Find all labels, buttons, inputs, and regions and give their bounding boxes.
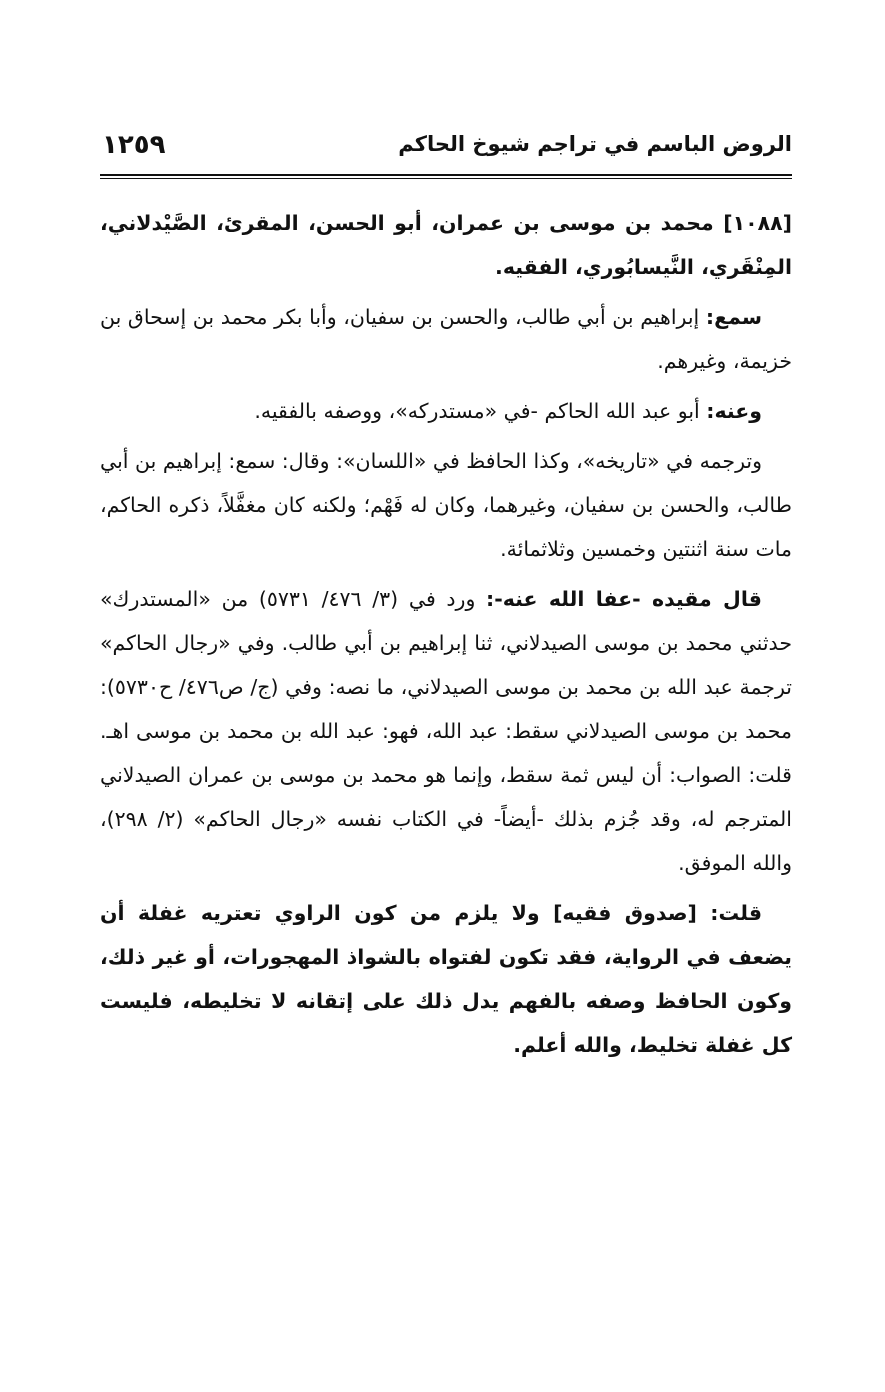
editor-paragraph xyxy=(100,577,792,885)
heard-label: سمع: xyxy=(705,305,762,329)
page-content xyxy=(100,201,792,1067)
editor-text: ورد في (٣/ ٤٧٦/ ٥٧٣١) من «المستدرك» حدثني محمد بن موسى الصيدلاني، ثنا إبراهيم بن أبي طالب. وفي «رجال الحاكم» ترجمة عبد الله بن محمد بن موسى الصيدلاني، ما نصه: وفي (ج/ ص٤٧٦/ ح٥٧٣٠): محمد بن موسى الصيدلاني سقط: عبد الله، فهو: عبد الله بن محمد بن موسى اهـ. قلت: الصواب: أن ليس ثمة سقط، وإنما هو محمد بن موسى بن عمران الصيدلاني المترجم له، وقد جُزم بذلك -أيضاً- في الكتاب نفسه «رجال الحاكم» (٢/ ٢٩٨)، والله الموفق. xyxy=(100,587,792,875)
heard-paragraph xyxy=(100,295,792,383)
from-him-paragraph xyxy=(100,389,792,433)
from-him-label: وعنه: xyxy=(706,399,762,423)
heard-text: إبراهيم بن أبي طالب، والحسن بن سفيان، وأبا بكر محمد بن إسحاق بن خزيمة، وغيرهم. xyxy=(100,305,792,373)
header-rule xyxy=(100,174,792,179)
from-him-text: أبو عبد الله الحاكم -في «مستدركه»، ووصفه بالفقيه. xyxy=(254,399,700,423)
editor-label: قال مقيده -عفا الله عنه-: xyxy=(486,587,762,611)
page-header xyxy=(100,130,792,170)
entry-number: [١٠٨٨] xyxy=(723,211,793,235)
document-page xyxy=(100,130,792,1073)
conclusion-paragraph: قلت: [صدوق فقيه] ولا يلزم من كون الراوي تعتريه غفلة أن يضعف في الرواية، فقد تكون لفتواه بالشواذ المهجورات، أو غير ذلك، وكون الحافظ وصفه بالفهم يدل ذلك على إتقانه لا تخليطه، فليست كل غفلة تخليط، والله أعلم. xyxy=(100,901,792,1057)
entry-name: محمد بن موسى بن عمران، أبو الحسن، المقرئ، الصَّيْدلاني، المِنْقَري، النَّيسابُوري، الفقيه. xyxy=(100,211,792,279)
entry-heading xyxy=(100,201,792,289)
page-number: ١٢٥٩ xyxy=(102,130,166,160)
biography-paragraph: وترجمه في «تاريخه»، وكذا الحافظ في «اللسان»: وقال: سمع: إبراهيم بن أبي طالب، والحسن بن سفيان، وغيرهما، وكان له فَهْم؛ ولكنه كان مغفَّلاً، ذكره الحاكم، مات سنة اثنتين وخمسين وثلاثمائة. xyxy=(100,449,792,561)
running-title: الروض الباسم في تراجم شيوخ الحاكم xyxy=(398,132,792,156)
